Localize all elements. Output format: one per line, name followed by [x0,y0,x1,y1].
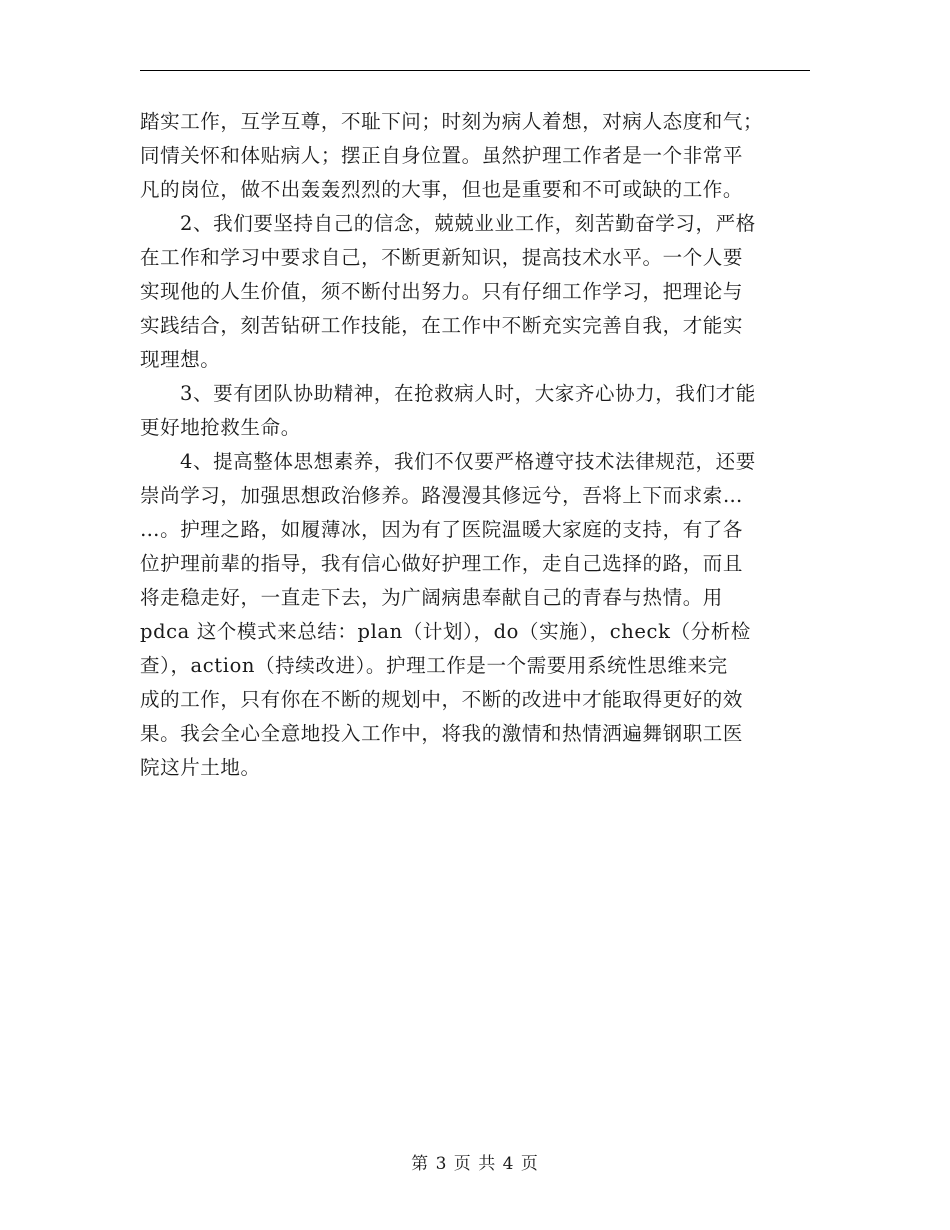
text-line-paragraph-4: 4、提高整体思想素养，我们不仅要严格遵守技术法律规范，还要 [180,450,756,473]
text-line: 在工作和学习中要求自己，不断更新知识，提高技术水平。一个人要 [140,246,744,269]
text-line: …。护理之路，如履薄冰，因为有了医院温暖大家庭的支持，有了各 [140,518,744,541]
text-line: 凡的岗位，做不出轰轰烈烈的大事，但也是重要和不可或缺的工作。 [140,178,744,201]
text-line: 实现他的人生价值，须不断付出努力。只有仔细工作学习，把理论与 [140,280,744,303]
text-line: 院这片土地。 [140,756,261,779]
page-number: 第 3 页 共 4 页 [411,1154,539,1174]
text-line: pdca 这个模式来总结：plan（计划），do（实施），check（分析检 [140,620,751,643]
text-line: 实践结合，刻苦钻研工作技能，在工作中不断充实完善自我，才能实 [140,314,744,337]
document-body [140,105,810,785]
text-line: 更好地抢救生命。 [140,416,301,439]
text-line: 现理想。 [140,348,221,371]
text-line-paragraph-2: 2、我们要坚持自己的信念，兢兢业业工作，刻苦勤奋学习，严格 [180,212,756,235]
text-line: 查），action（持续改进）。护理工作是一个需要用系统性思维来完 [140,654,728,677]
text-line: 同情关怀和体贴病人；摆正自身位置。虽然护理工作者是一个非常平 [140,144,744,167]
text-line: 成的工作，只有你在不断的规划中，不断的改进中才能取得更好的效 [140,688,744,711]
text-line-paragraph-3: 3、要有团队协助精神，在抢救病人时，大家齐心协力，我们才能 [180,382,756,405]
text-line: 崇尚学习，加强思想政治修养。路漫漫其修远兮，吾将上下而求索… [140,484,744,507]
text-line: 踏实工作，互学互尊，不耻下问；时刻为病人着想，对病人态度和气； [140,110,764,133]
text-line: 将走稳走好，一直走下去，为广阔病患奉献自己的青春与热情。用 [140,586,723,609]
text-line: 果。我会全心全意地投入工作中，将我的激情和热情洒遍舞钢职工医 [140,722,744,745]
text-line: 位护理前辈的指导，我有信心做好护理工作，走自己选择的路，而且 [140,552,744,575]
header-rule [140,70,810,71]
